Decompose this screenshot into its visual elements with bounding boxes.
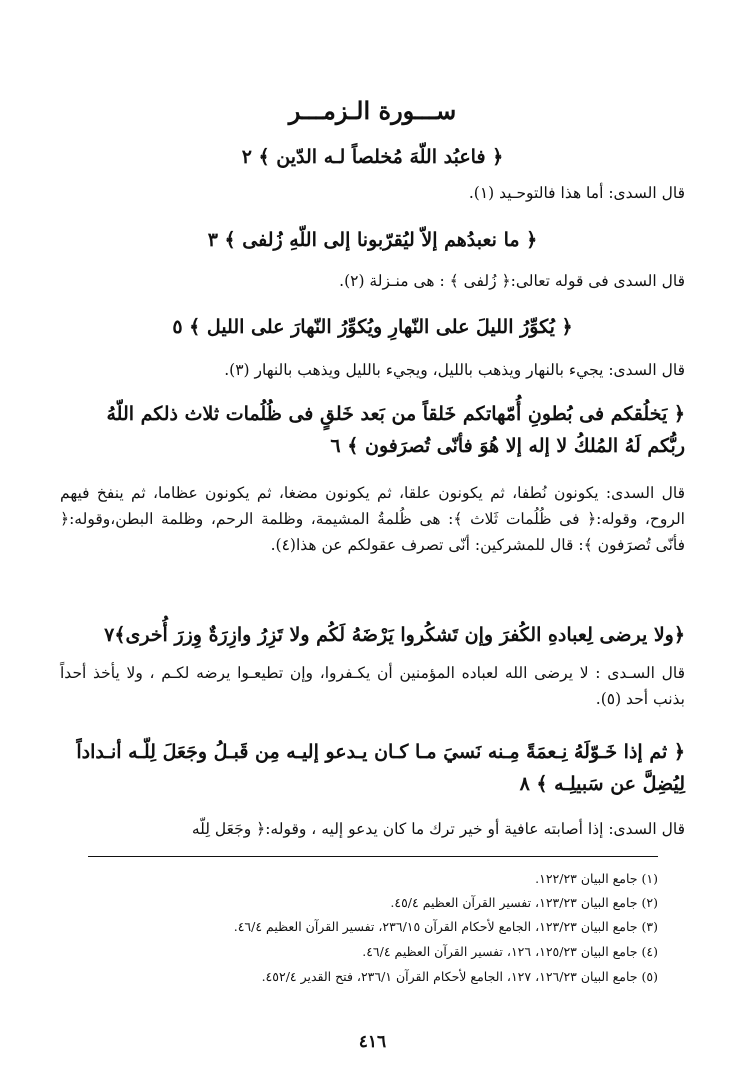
verse-6-line-2: ربُّكم لَهُ المُلكُ لا إله إلا هُوَ فأنّى تُصرَفون ﴾ ٦: [330, 435, 685, 457]
footnote-3: (٣) جامع البيان ١٢٣/٢٣، الجامع لأحكام القرآن ٢٣٦/١٥، تفسير القرآن العظيم ٤٦/٤.: [233, 919, 658, 934]
commentary-4: قال السدى: يكونون نُطفا، ثم يكونون علقا، ثم يكونون مضغا، ثم يكونون عظاما، ثم ينفخ فيهم الروح، وقوله:﴿ فى ظُلُمات ثَلاث ﴾: هى ظُلمةُ المشيمة، وظلمة الرحم، وظلمة البطن،وقوله:﴿ فأنّى تُصرَفون ﴾: قال للمشركين: أنّى تصرف عقولكم عن هذا(٤).: [60, 484, 685, 554]
commentary-2: قال السدى فى قوله تعالى:﴿ زُلفى ﴾ : هى منـزلة (٢).: [339, 272, 685, 290]
verse-2: ﴿ فاعبُد اللّهَ مُخلصاً لـه الدّين ﴾ ٢: [241, 146, 504, 168]
footnote-1: (١) جامع البيان ١٢٢/٢٣.: [535, 871, 658, 886]
commentary-1: قال السدى: أما هذا فالتوحـيد (١).: [468, 184, 685, 202]
footnote-5: (٥) جامع البيان ١٢٦/٢٣، ١٢٧، الجامع لأحكام القرآن ٢٣٦/١، فتح القدير ٤٥٢/٤.: [261, 969, 658, 984]
verse-6-line-1: ﴿ يَخلُقكم فى بُطونِ أُمّهاتكم خَلقاً من بَعد خَلقٍ فى ظُلُمات ثلاث ذلكم اللّهُ: [106, 403, 685, 425]
footnote-divider: [88, 856, 658, 857]
verse-7: ﴿ولا يرضى لِعبادهِ الكُفرَ وإن تَشكُروا يَرْضَهُ لَكُم ولا تَزِرُ وازِرَةٌ وِزرَ أُخرى﴾٧: [104, 624, 685, 646]
commentary-6: قال السدى: إذا أصابته عافية أو خير ترك ما كان يدعو إليه ، وقوله:﴿ وجَعَل لِلّه: [191, 820, 685, 838]
verse-8-line-2: لِيُضِلَّ عن سَبيلِـه ﴾ ٨: [519, 773, 685, 795]
page-number: ٤١٦: [358, 1032, 387, 1052]
verse-3: ﴿ ما نعبدُهم إلاّ ليُقرّبونا إلى اللّهِ زُلفى ﴾ ٣: [207, 229, 538, 251]
commentary-5: قال السـدى : لا يرضى الله لعباده المؤمنين أن يكـفروا، وإن تطيعـوا يرضه لكـم ، ولا يأخذ أحداً بذنب أحد (٥).: [60, 664, 685, 708]
commentary-3: قال السدى: يجيء بالنهار ويذهب بالليل، ويجيء بالليل ويذهب بالنهار (٣).: [224, 361, 685, 379]
surah-title: ســـورة الـزمـــر: [288, 96, 457, 125]
footnote-4: (٤) جامع البيان ١٢٥/٢٣، ١٢٦، تفسير القرآن العظيم ٤٦/٤.: [362, 944, 658, 959]
footnote-2: (٢) جامع البيان ١٢٣/٢٣، تفسير القرآن العظيم ٤٥/٤.: [390, 895, 658, 910]
verse-5: ﴿ يُكوِّرُ الليلَ على النّهارِ ويُكوِّرُ النّهارَ على الليل ﴾ ٥: [172, 316, 573, 338]
verse-8-line-1: ﴿ ثم إذا خَـوّلَهُ نِـعمَةً مِـنه نَسيَ مـا كـان يـدعو إليـه مِن قَبـلُ وجَعَلَ لِلّـه أنـداداً: [76, 741, 685, 763]
